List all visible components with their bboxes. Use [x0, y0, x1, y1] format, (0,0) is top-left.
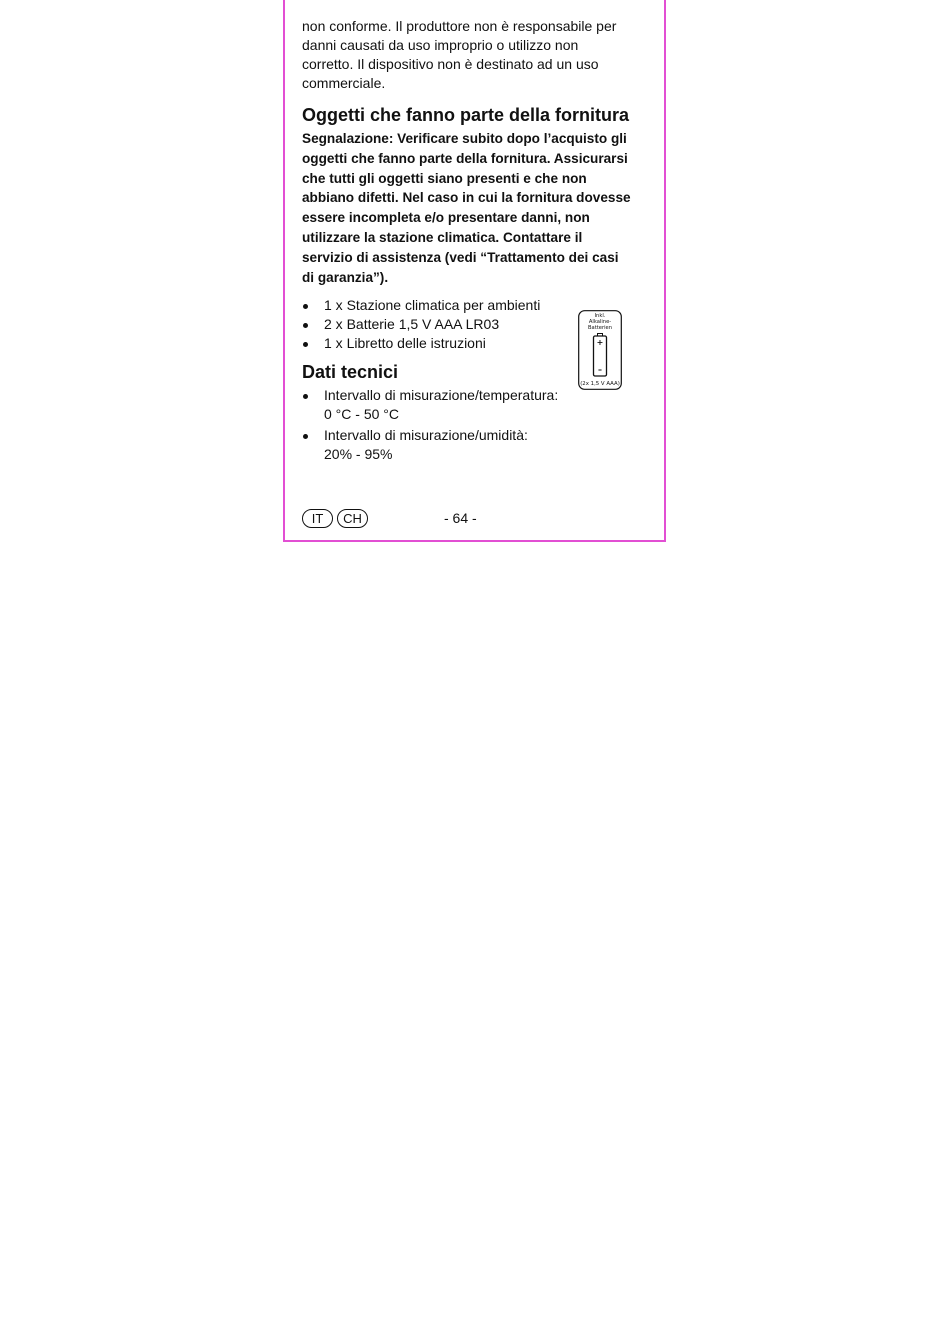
page-content [302, 17, 632, 466]
battery-plus: + [596, 338, 604, 347]
battery-logo [578, 310, 622, 390]
delivery-heading: Oggetti che fanno parte della fornitura [302, 105, 630, 125]
list-item: 1 x Stazione climatica per ambienti [302, 296, 632, 315]
country-badge-it: IT [302, 509, 333, 528]
battery-icon [594, 334, 607, 377]
logo-line-2: Alkaline- [588, 319, 612, 325]
manual-page [283, 0, 666, 542]
battery-minus: – [598, 365, 602, 374]
list-item: 2 x Batterie 1,5 V AAA LR03 [302, 315, 632, 334]
specs-list [302, 386, 632, 464]
list-item: 1 x Libretto delle istruzioni [302, 334, 632, 353]
note-text: Verificare subito dopo l’acquisto gli oggetti che fanno parte della fornitura. Assicurarsi che tutti gli oggetti siano presenti e che non abbiano difetti. Nel caso in cui la fornitura dovesse essere incompleta e/o presentare danni, non utilizzare la stazione climatica. Contattare il servizio di assistenza (vedi “Trattamento dei casi di garanzia”). [302, 131, 631, 285]
intro-paragraph: non conforme. Il produttore non è responsabile per danni causati da uso improprio o utilizzo non corretto. Il dispositivo non è destinato ad un uso commerciale. [302, 18, 617, 91]
page-footer [302, 508, 632, 530]
note-lead: Segnalazione: [302, 131, 394, 146]
logo-line-1: Inkl. [594, 313, 606, 319]
spec-label: Intervallo di misurazione/temperatura: [324, 387, 559, 404]
logo-caption: (2x 1,5 V AAA) [580, 381, 620, 387]
spec-label: Intervallo di misurazione/umidità: [324, 427, 528, 444]
logo-line-3: Batterien [587, 325, 613, 331]
list-item [302, 426, 632, 464]
spec-value: 20% - 95% [324, 446, 393, 463]
list-item [302, 386, 632, 424]
delivery-note [302, 129, 632, 287]
page-number: - 64 - [444, 510, 477, 526]
country-badge-ch: CH [337, 509, 368, 528]
specs-heading: Dati tecnici [302, 362, 399, 383]
spec-value: 0 °C - 50 °C [324, 406, 399, 423]
